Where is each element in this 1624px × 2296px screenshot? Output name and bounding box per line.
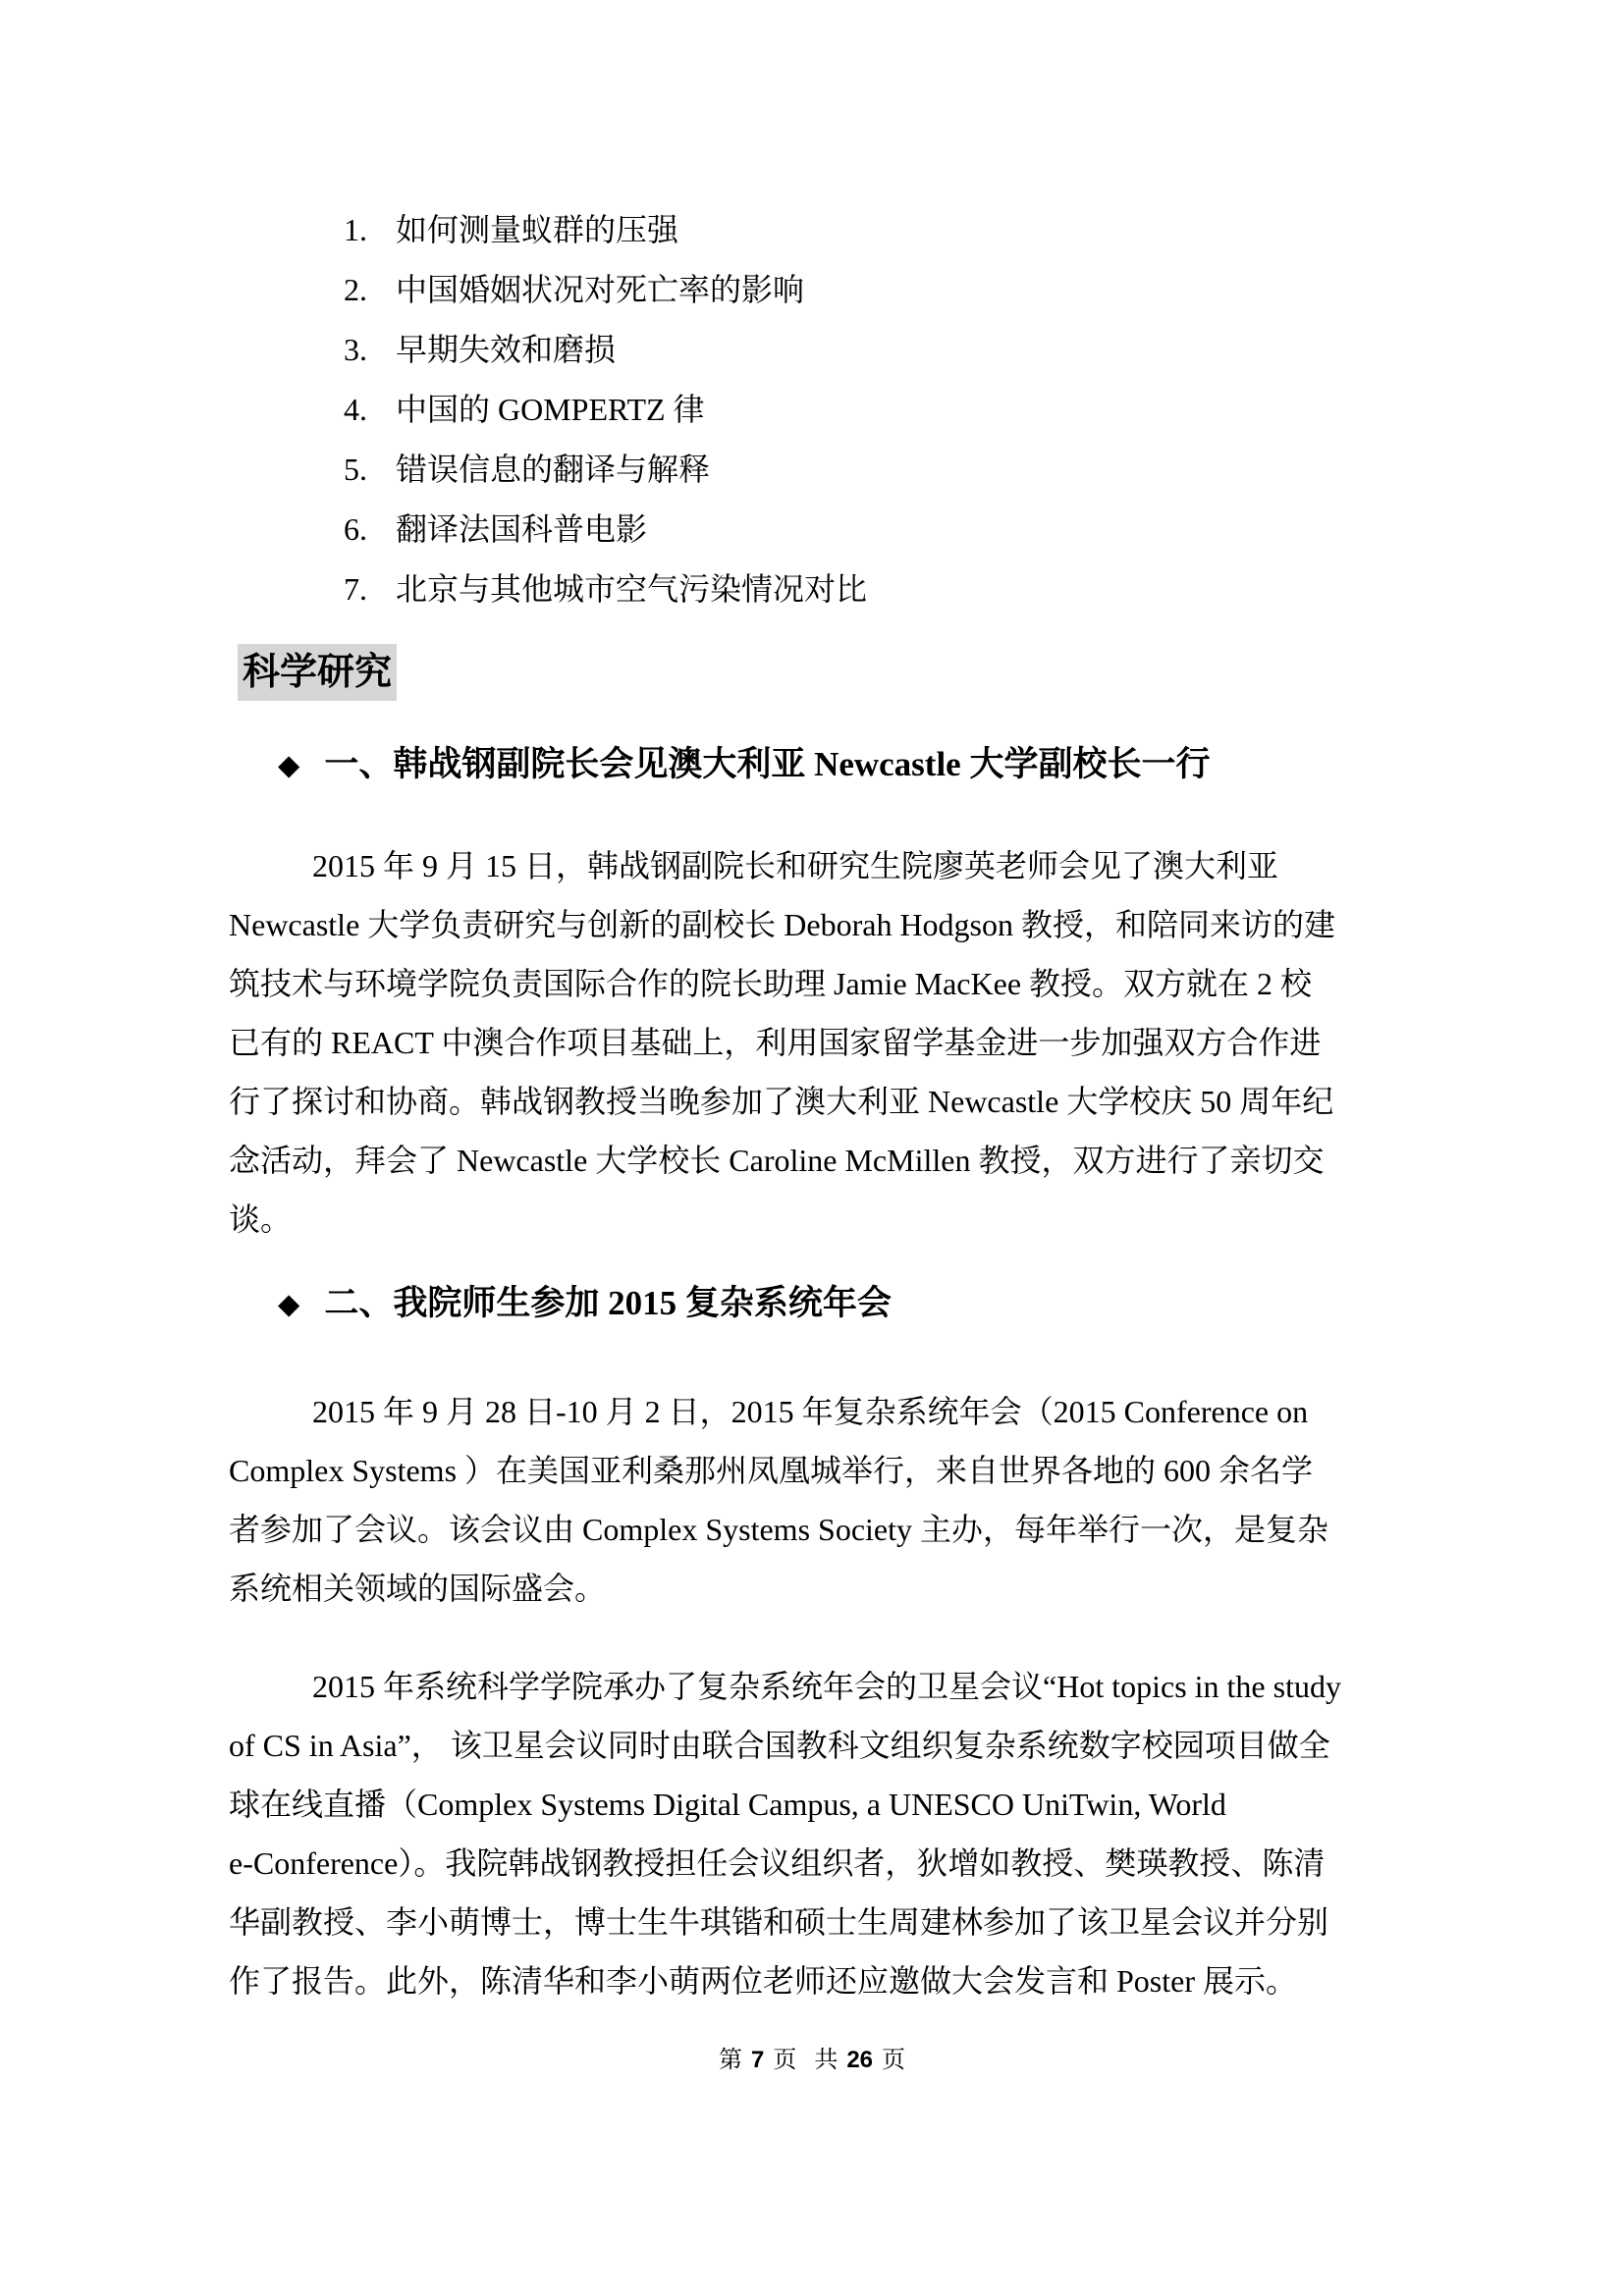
page-footer — [0, 2046, 1624, 2075]
list-item-number: 6. — [344, 511, 367, 547]
list-item-number: 1. — [344, 212, 367, 247]
paragraph-line: Complex Systems ）在美国亚利桑那州凤凰城举行，来自世界各地的 600 余名学 — [229, 1453, 1314, 1488]
list-item-text: 翻译法国科普电影 — [396, 511, 648, 547]
list-item-number: 3. — [344, 332, 367, 367]
page-number: 7 — [750, 2047, 765, 2073]
diamond-bullet-icon: ◆ — [278, 748, 300, 781]
numbered-topic-list — [344, 200, 867, 619]
paragraph-line: 2015 年系统科学学院承办了复杂系统年会的卫星会议“Hot topics in the study — [312, 1669, 1341, 1704]
list-item-number: 5. — [344, 452, 367, 487]
list-item-number: 7. — [344, 571, 367, 607]
paragraph-line: 已有的 REACT 中澳合作项目基础上，利用国家留学基金进一步加强双方合作进 — [229, 1025, 1322, 1060]
diamond-bullet-icon: ◆ — [278, 1287, 300, 1320]
list-item — [344, 440, 867, 500]
paragraph-line: 2015 年 9 月 28 日-10 月 2 日，2015 年复杂系统年会（2015 Conference on — [312, 1394, 1309, 1429]
paragraph-line: 念活动，拜会了 Newcastle 大学校长 Caroline McMillen 教授，双方进行了亲切交 — [229, 1143, 1325, 1178]
subsection-heading-2 — [278, 1283, 892, 1324]
list-item-number: 4. — [344, 392, 367, 427]
total-pages: 26 — [846, 2047, 874, 2073]
list-item — [344, 260, 867, 320]
list-item — [344, 560, 867, 619]
subsection-title: 一、韩战钢副院长会见澳大利亚 Newcastle 大学副校长一行 — [324, 745, 1211, 783]
list-item — [344, 320, 867, 380]
paragraph-line: 筑技术与环境学院负责国际合作的院长助理 Jamie MacKee 教授。双方就在 2 校 — [229, 966, 1313, 1001]
paragraph-3 — [229, 1657, 1410, 2010]
list-item-text: 中国的 GOMPERTZ 律 — [396, 392, 705, 427]
paragraph-line: 者参加了会议。该会议由 Complex Systems Society 主办，每年举行一次，是复杂 — [229, 1512, 1329, 1547]
list-item — [344, 200, 867, 260]
list-item-text: 早期失效和磨损 — [396, 332, 617, 367]
paragraph-1 — [229, 836, 1410, 1249]
list-item-text: 中国婚姻状况对死亡率的影响 — [396, 272, 805, 307]
paragraph-line: 系统相关领域的国际盛会。 — [229, 1571, 607, 1606]
list-item-text: 错误信息的翻译与解释 — [396, 452, 711, 487]
paragraph-line: 作了报告。此外，陈清华和李小萌两位老师还应邀做大会发言和 Poster 展示。 — [229, 1963, 1298, 1999]
paragraph-line: 球在线直播（Complex Systems Digital Campus, a UNESCO UniTwin, World — [229, 1787, 1226, 1822]
list-item-number: 2. — [344, 272, 367, 307]
paragraph-line: 华副教授、李小萌博士，博士生牛琪锴和硕士生周建林参加了该卫星会议并分别 — [229, 1904, 1329, 1940]
footer-label: 页 — [882, 2048, 906, 2073]
section-heading: 科学研究 — [238, 644, 397, 701]
subsection-heading-1 — [278, 744, 1210, 785]
paragraph-2 — [229, 1382, 1410, 1618]
paragraph-line: 谈。 — [229, 1201, 293, 1237]
paragraph-line: e-Conference）。我院韩战钢教授担任会议组织者，狄增如教授、樊瑛教授、陈清 — [229, 1845, 1326, 1881]
footer-label: 第 — [718, 2048, 742, 2073]
paragraph-line: 行了探讨和协商。韩战钢教授当晚参加了澳大利亚 Newcastle 大学校庆 50 周年纪 — [229, 1084, 1334, 1119]
footer-label: 共 — [814, 2048, 839, 2073]
list-item — [344, 380, 867, 440]
list-item-text: 如何测量蚁群的压强 — [396, 212, 679, 247]
list-item-text: 北京与其他城市空气污染情况对比 — [396, 571, 868, 607]
footer-label: 页 — [773, 2048, 797, 2073]
subsection-title: 二、我院师生参加 2015 复杂系统年会 — [324, 1284, 892, 1322]
paragraph-line: 2015 年 9 月 15 日，韩战钢副院长和研究生院廖英老师会见了澳大利亚 — [312, 848, 1279, 883]
paragraph-line: of CS in Asia”， 该卫星会议同时由联合国教科文组织复杂系统数字校园项目做全 — [229, 1728, 1330, 1763]
list-item — [344, 500, 867, 560]
paragraph-line: Newcastle 大学负责研究与创新的副校长 Deborah Hodgson 教授，和陪同来访的建 — [229, 907, 1336, 942]
